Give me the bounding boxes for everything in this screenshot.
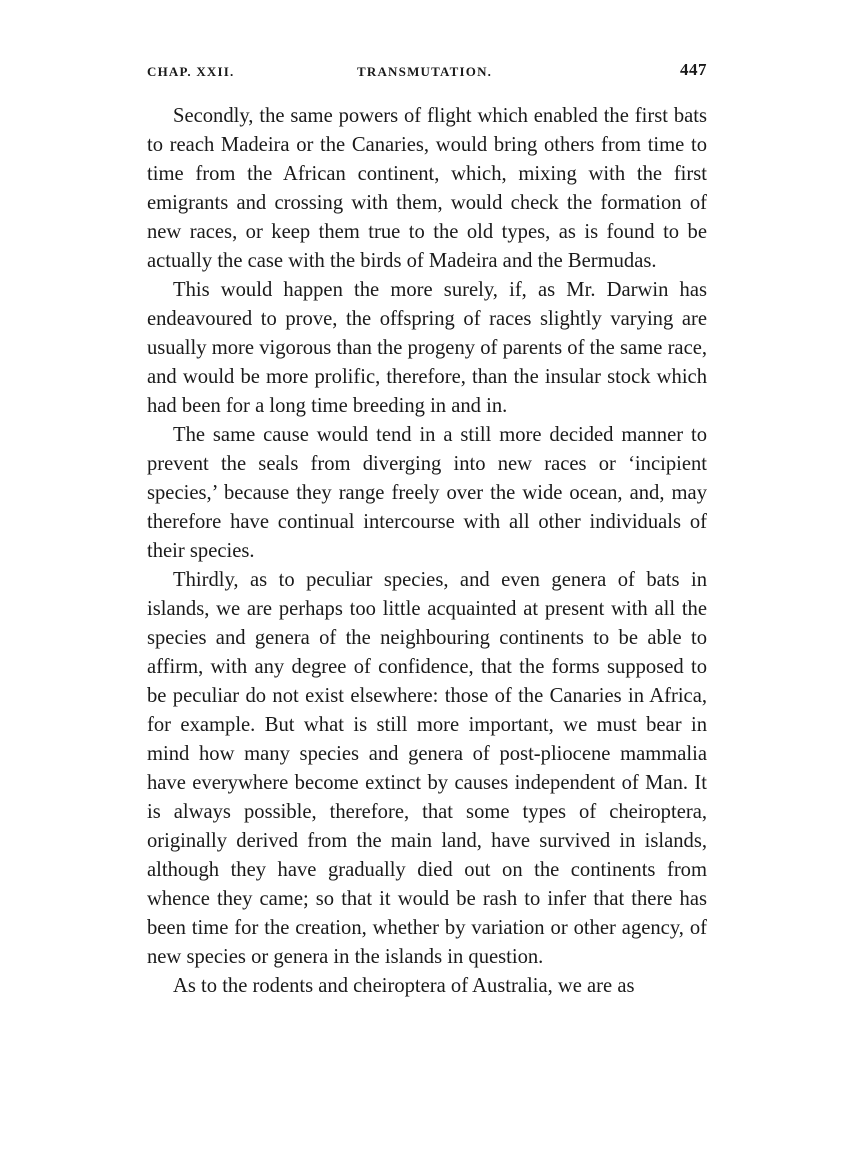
paragraph-secondly: Secondly, the same powers of flight which enabled the first bats to reach Madeira or the Canaries, would bring others from time to time from the African continent, which, mixing with the first emigrants and crossing with them, would check the formation of new races, or keep them true to the old types, as is found to be actually the case with the birds of Madeira and the Bermudas. [147,105,707,272]
paragraph-thirdly: Thirdly, as to peculiar species, and even genera of bats in islands, we are perhaps too little acquainted at present with all the species and genera of the neighbouring continents to be able to affirm, with any degree of confidence, that the forms supposed to be peculiar do not exist elsewhere: those of the Canaries in Africa, for example. But what is still more important, we must bear in mind how many species and genera of post-pliocene mammalia have everywhere become extinct by causes independent of Man. It is always possible, therefore, that some types of cheiroptera, originally derived from the main land, have survived in islands, although they have gradually died out on the continents from whence they came; so that it would be rash to infer that there has been time for the creation, whether by variation or other agency, of new species or genera in the islands in question. [147,569,707,968]
body-text [147,102,707,1001]
running-head [147,58,707,88]
book-page [147,58,707,1098]
chapter-label: CHAP. XXII. [147,64,235,79]
paragraph-australia: As to the rodents and cheiroptera of Australia, we are as [173,975,635,997]
chapter-title: TRANSMUTATION. [357,64,493,79]
paragraph-darwin: This would happen the more surely, if, as Mr. Darwin has endeavoured to prove, the offspring of races slightly varying are usually more vigorous than the progeny of parents of the same race, and would be more prolific, therefore, than the insular stock which had been for a long time breeding in and in. [147,279,707,417]
page-number: 447 [680,60,707,79]
paragraph-seals: The same cause would tend in a still more decided manner to prevent the seals from diverging into new races or ‘incipient species,’ because they range freely over the wide ocean, and, may therefore have continual intercourse with all other individuals of their species. [147,424,707,562]
